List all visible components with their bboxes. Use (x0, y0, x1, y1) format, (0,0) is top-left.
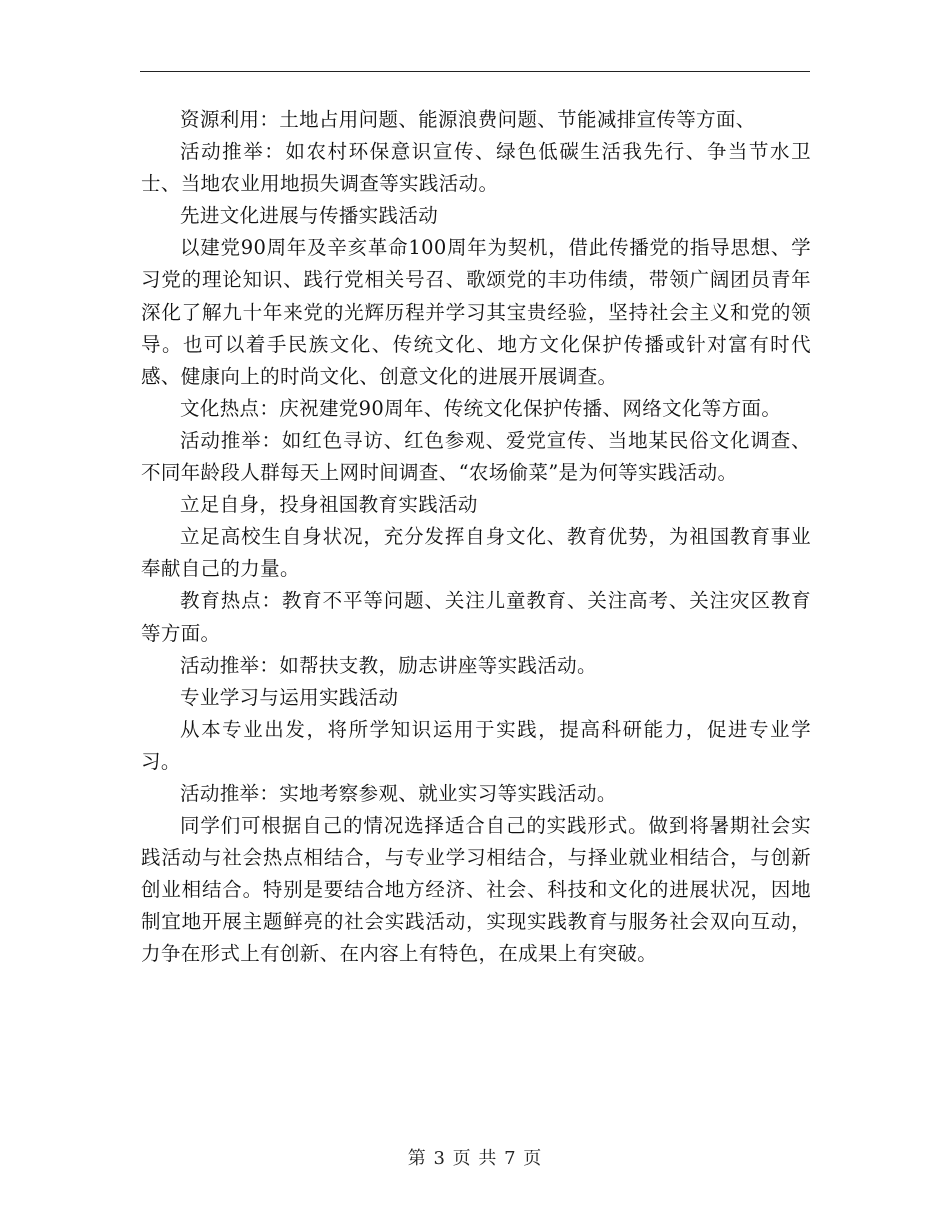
document-body (141, 104, 811, 971)
page-number: 第 3 页 共 7 页 (407, 1148, 543, 1169)
paragraph: 从本专业出发，将所学知识运用于实践，提高科研能力，促进专业学习。 (141, 717, 811, 773)
section-heading: 立足自身，投身祖国教育实践活动 (180, 493, 478, 517)
paragraph: 活动推举：如农村环保意识宣传、绿色低碳生活我先行、争当节水卫士、当地农业用地损失调查等实践活动。 (141, 140, 811, 196)
section-heading: 专业学习与运用实践活动 (180, 685, 399, 709)
paragraph: 活动推举：实地考察参观、就业实习等实践活动。 (180, 781, 617, 805)
paragraph: 文化热点：庆祝建党90周年、传统文化保护传播、网络文化等方面。 (180, 396, 782, 420)
header-rule (140, 71, 810, 72)
paragraph: 活动推举：如红色寻访、红色参观、爱党宣传、当地某民俗文化调查、不同年龄段人群每天上网时间调查、“农场偷菜”是为何等实践活动。 (141, 428, 811, 485)
paragraph: 同学们可根据自己的情况选择适合自己的实践形式。做到将暑期社会实践活动与社会热点相结合，与专业学习相结合，与择业就业相结合，与创新创业相结合。特别是要结合地方经济、社会、科技和文化的进展状况，因地制宜地开展主题鲜亮的社会实践活动，实现实践教育与服务社会双向互动，力争在形式上有创新、在内容上有特色，在成果上有突破。 (141, 814, 811, 966)
paragraph: 教育热点：教育不平等问题、关注儿童教育、关注高考、关注灾区教育等方面。 (141, 589, 811, 645)
paragraph: 立足高校生自身状况，充分发挥自身文化、教育优势，为祖国教育事业奉献自己的力量。 (141, 525, 811, 581)
paragraph: 活动推举：如帮扶支教，励志讲座等实践活动。 (180, 653, 597, 677)
section-heading: 先进文化进展与传播实践活动 (180, 204, 439, 228)
paragraph: 以建党90周年及辛亥革命100周年为契机，借此传播党的指导思想、学习党的理论知识、践行党相关号召、歌颂党的丰功伟绩，带领广阔团员青年深化了解九十年来党的光辉历程并学习其宝贵经验，坚持社会主义和党的领导。也可以着手民族文化、传统文化、地方文化保护传播或针对富有时代感、健康向上的时尚文化、创意文化的进展开展调查。 (141, 236, 811, 388)
paragraph: 资源利用：土地占用问题、能源浪费问题、节能减排宣传等方面、 (180, 108, 756, 131)
